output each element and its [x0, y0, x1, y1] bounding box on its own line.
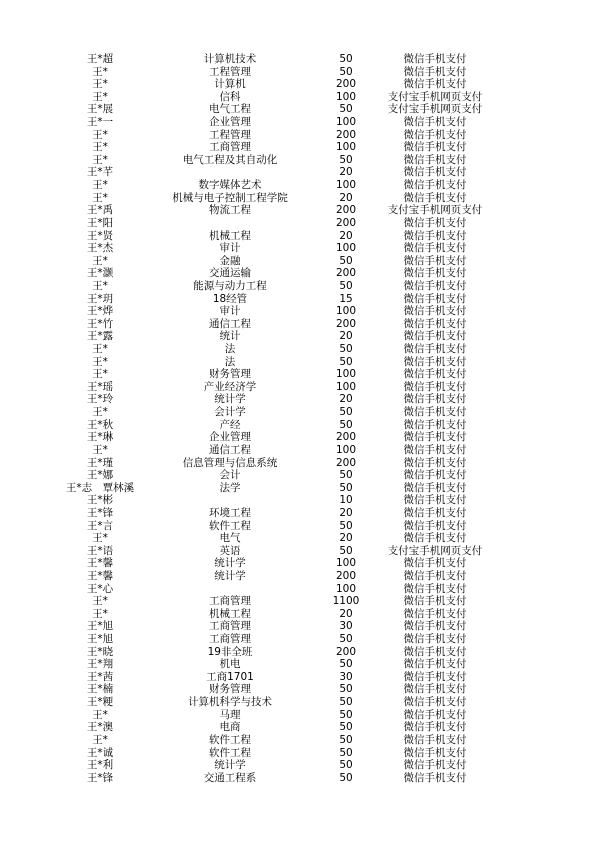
amount-cell: 200: [335, 317, 357, 330]
donor-name-cell: 王*: [92, 279, 108, 292]
table-row: [0, 683, 600, 696]
amount-cell: 50: [339, 708, 353, 721]
amount-cell: 50: [339, 355, 353, 368]
payment-method-cell: 支付宝手机网页支付: [387, 204, 483, 217]
payment-method-cell: 微信手机支付: [403, 733, 467, 746]
major-cell: 电商: [219, 721, 241, 734]
major-cell: 财务管理: [209, 683, 251, 696]
major-cell: 工商管理: [209, 633, 251, 646]
major-cell: 会计学: [214, 406, 246, 419]
payment-method-cell: 微信手机支付: [403, 116, 467, 129]
table-row: [0, 356, 600, 369]
payment-method-cell: 微信手机支付: [403, 481, 467, 494]
donor-name-cell: 王*: [92, 343, 108, 356]
donor-name-cell: 王*翔: [86, 658, 114, 671]
major-cell: 信科: [219, 90, 241, 103]
major-cell: 工程管理: [209, 65, 251, 78]
donor-name-cell: 王*阳: [86, 216, 114, 229]
table-row: [0, 66, 600, 79]
payment-method-cell: 微信手机支付: [403, 557, 467, 570]
payment-method-cell: 微信手机支付: [403, 683, 467, 696]
donor-name-cell: 王*语: [86, 544, 114, 557]
major-cell: 法: [224, 355, 236, 368]
donor-name-cell: 王*志 覃林溪: [65, 481, 135, 494]
payment-method-cell: 微信手机支付: [403, 380, 467, 393]
table-row: [0, 772, 600, 785]
donor-name-cell: 王*旭: [86, 633, 114, 646]
major-cell: 机械工程: [209, 607, 251, 620]
donor-name-cell: 王*灏: [86, 267, 114, 280]
amount-cell: 50: [339, 683, 353, 696]
amount-cell: 50: [339, 406, 353, 419]
table-row: [0, 154, 600, 167]
table-row: [0, 747, 600, 760]
amount-cell: 50: [339, 658, 353, 671]
payment-method-cell: 微信手机支付: [403, 78, 467, 91]
table-row: [0, 242, 600, 255]
table-row: [0, 116, 600, 129]
major-cell: 数字媒体艺术: [198, 179, 262, 192]
amount-cell: 20: [339, 229, 353, 242]
payment-method-cell: 微信手机支付: [403, 569, 467, 582]
major-cell: 马理: [219, 708, 241, 721]
payment-method-cell: 微信手机支付: [403, 267, 467, 280]
donor-name-cell: 王*: [92, 532, 108, 545]
amount-cell: 50: [339, 481, 353, 494]
table-row: [0, 709, 600, 722]
major-cell: 交通工程系: [203, 771, 257, 784]
table-row: [0, 267, 600, 280]
table-row: [0, 255, 600, 268]
payment-method-cell: 微信手机支付: [403, 406, 467, 419]
table-row: [0, 406, 600, 419]
donor-name-cell: 王*旭: [86, 620, 114, 633]
amount-cell: 15: [339, 292, 353, 305]
payment-method-cell: 微信手机支付: [403, 242, 467, 255]
amount-cell: 200: [335, 128, 357, 141]
table-row: [0, 431, 600, 444]
major-cell: 工商管理: [209, 620, 251, 633]
payment-method-cell: 微信手机支付: [403, 519, 467, 532]
donor-name-cell: 王*玥: [86, 292, 114, 305]
donation-table: [0, 53, 600, 784]
amount-cell: 100: [335, 443, 357, 456]
table-row: [0, 457, 600, 470]
amount-cell: 50: [339, 633, 353, 646]
payment-method-cell: 微信手机支付: [403, 443, 467, 456]
donor-name-cell: 王*: [92, 90, 108, 103]
major-cell: 财务管理: [209, 368, 251, 381]
donor-name-cell: 王*芊: [86, 166, 114, 179]
amount-cell: 200: [335, 78, 357, 91]
major-cell: 统计学: [214, 759, 246, 772]
table-row: [0, 368, 600, 381]
payment-method-cell: 微信手机支付: [403, 166, 467, 179]
amount-cell: 50: [339, 721, 353, 734]
major-cell: 英语: [219, 544, 241, 557]
table-row: [0, 305, 600, 318]
donor-name-cell: 王*: [92, 128, 108, 141]
payment-method-cell: 微信手机支付: [403, 595, 467, 608]
amount-cell: 20: [339, 166, 353, 179]
table-row: [0, 166, 600, 179]
donor-name-cell: 王*露: [86, 330, 114, 343]
amount-cell: 100: [335, 242, 357, 255]
major-cell: 环境工程: [209, 506, 251, 519]
payment-method-cell: 微信手机支付: [403, 456, 467, 469]
table-row: [0, 671, 600, 684]
payment-method-cell: 微信手机支付: [403, 179, 467, 192]
donor-name-cell: 王*锋: [86, 506, 114, 519]
payment-method-cell: 微信手机支付: [403, 229, 467, 242]
payment-method-cell: 微信手机支付: [403, 305, 467, 318]
major-cell: 通信工程: [209, 443, 251, 456]
payment-method-cell: 支付宝手机网页支付: [387, 103, 483, 116]
donor-name-cell: 王*玲: [86, 393, 114, 406]
donor-name-cell: 王*: [92, 443, 108, 456]
payment-method-cell: 微信手机支付: [403, 330, 467, 343]
amount-cell: 100: [335, 179, 357, 192]
major-cell: 工程管理: [209, 128, 251, 141]
amount-cell: 50: [339, 544, 353, 557]
amount-cell: 50: [339, 696, 353, 709]
donor-name-cell: 王*: [92, 78, 108, 91]
table-row: [0, 570, 600, 583]
table-row: [0, 721, 600, 734]
table-row: [0, 734, 600, 747]
table-row: [0, 494, 600, 507]
amount-cell: 200: [335, 569, 357, 582]
payment-method-cell: 支付宝手机网页支付: [387, 544, 483, 557]
major-cell: 产业经济学: [203, 380, 257, 393]
table-row: [0, 595, 600, 608]
table-row: [0, 141, 600, 154]
payment-method-cell: 微信手机支付: [403, 254, 467, 267]
payment-method-cell: 微信手机支付: [403, 216, 467, 229]
donor-name-cell: 王*锋: [86, 771, 114, 784]
amount-cell: 100: [335, 557, 357, 570]
donor-name-cell: 王*秋: [86, 418, 114, 431]
donor-name-cell: 王*瑾: [86, 456, 114, 469]
payment-method-cell: 微信手机支付: [403, 53, 467, 65]
amount-cell: 20: [339, 532, 353, 545]
major-cell: 物流工程: [209, 204, 251, 217]
major-cell: 软件工程: [209, 733, 251, 746]
table-row: [0, 419, 600, 432]
amount-cell: 200: [335, 267, 357, 280]
donor-name-cell: 王*诚: [86, 746, 114, 759]
table-row: [0, 532, 600, 545]
amount-cell: 1100: [332, 595, 360, 608]
donor-name-cell: 王*澳: [86, 721, 114, 734]
payment-method-cell: 微信手机支付: [403, 759, 467, 772]
table-row: [0, 557, 600, 570]
table-row: [0, 658, 600, 671]
table-row: [0, 78, 600, 91]
payment-method-cell: 微信手机支付: [403, 355, 467, 368]
amount-cell: 20: [339, 607, 353, 620]
amount-cell: 50: [339, 519, 353, 532]
amount-cell: 100: [335, 90, 357, 103]
payment-method-cell: 微信手机支付: [403, 418, 467, 431]
table-row: [0, 646, 600, 659]
table-row: [0, 583, 600, 596]
donor-name-cell: 王*展: [86, 103, 114, 116]
amount-cell: 20: [339, 393, 353, 406]
amount-cell: 50: [339, 254, 353, 267]
payment-method-cell: 微信手机支付: [403, 469, 467, 482]
table-row: [0, 330, 600, 343]
table-row: [0, 318, 600, 331]
donor-name-cell: 王*: [92, 191, 108, 204]
major-cell: 审计: [219, 305, 241, 318]
amount-cell: 200: [335, 431, 357, 444]
table-row: [0, 280, 600, 293]
payment-method-cell: 微信手机支付: [403, 343, 467, 356]
payment-method-cell: 微信手机支付: [403, 771, 467, 784]
table-row: [0, 91, 600, 104]
donor-name-cell: 王*言: [86, 519, 114, 532]
major-cell: 企业管理: [209, 431, 251, 444]
table-row: [0, 520, 600, 533]
amount-cell: 50: [339, 733, 353, 746]
table-row: [0, 103, 600, 116]
major-cell: 计算机科学与技术: [188, 696, 272, 709]
payment-method-cell: 微信手机支付: [403, 708, 467, 721]
donor-name-cell: 王*: [92, 153, 108, 166]
payment-method-cell: 微信手机支付: [403, 582, 467, 595]
donor-name-cell: 王*超: [86, 53, 114, 65]
donor-name-cell: 王*: [92, 355, 108, 368]
amount-cell: 20: [339, 330, 353, 343]
table-row: [0, 230, 600, 243]
payment-method-cell: 微信手机支付: [403, 607, 467, 620]
amount-cell: 50: [339, 746, 353, 759]
table-row: [0, 444, 600, 457]
payment-method-cell: 微信手机支付: [403, 153, 467, 166]
donor-name-cell: 王*: [92, 368, 108, 381]
amount-cell: 10: [339, 494, 353, 507]
table-row: [0, 217, 600, 230]
donor-name-cell: 王*竹: [86, 317, 114, 330]
table-row: [0, 620, 600, 633]
donor-name-cell: 王*: [92, 708, 108, 721]
amount-cell: 20: [339, 506, 353, 519]
donor-name-cell: 王*: [92, 179, 108, 192]
donor-name-cell: 王*: [92, 733, 108, 746]
payment-method-cell: 微信手机支付: [403, 431, 467, 444]
donor-name-cell: 王*瑶: [86, 380, 114, 393]
major-cell: 法: [224, 343, 236, 356]
table-row: [0, 293, 600, 306]
table-row: [0, 179, 600, 192]
donor-name-cell: 王*杰: [86, 242, 114, 255]
donor-name-cell: 王*: [92, 141, 108, 154]
payment-method-cell: 微信手机支付: [403, 696, 467, 709]
payment-method-cell: 微信手机支付: [403, 506, 467, 519]
major-cell: 电气工程: [209, 103, 251, 116]
major-cell: 金融: [219, 254, 241, 267]
payment-method-cell: 微信手机支付: [403, 746, 467, 759]
payment-method-cell: 微信手机支付: [403, 65, 467, 78]
table-row: [0, 482, 600, 495]
table-row: [0, 204, 600, 217]
table-row: [0, 696, 600, 709]
payment-method-cell: 微信手机支付: [403, 279, 467, 292]
payment-method-cell: 微信手机支付: [403, 620, 467, 633]
table-row: [0, 381, 600, 394]
donor-name-cell: 王*晓: [86, 645, 114, 658]
major-cell: 工商管理: [209, 595, 251, 608]
amount-cell: 50: [339, 53, 353, 65]
payment-method-cell: 微信手机支付: [403, 368, 467, 381]
amount-cell: 20: [339, 191, 353, 204]
amount-cell: 50: [339, 153, 353, 166]
major-cell: 能源与动力工程: [193, 279, 267, 292]
table-row: [0, 507, 600, 520]
donor-name-cell: 王*娜: [86, 469, 114, 482]
major-cell: 机械工程: [209, 229, 251, 242]
major-cell: 18经管: [212, 292, 248, 305]
table-row: [0, 759, 600, 772]
payment-method-cell: 微信手机支付: [403, 645, 467, 658]
amount-cell: 30: [339, 670, 353, 683]
payment-method-cell: 微信手机支付: [403, 658, 467, 671]
table-row: [0, 608, 600, 621]
donor-name-cell: 王*禹: [86, 204, 114, 217]
major-cell: 工商管理: [209, 141, 251, 154]
major-cell: 软件工程: [209, 519, 251, 532]
amount-cell: 50: [339, 469, 353, 482]
amount-cell: 100: [335, 141, 357, 154]
donor-name-cell: 王*: [92, 254, 108, 267]
major-cell: 审计: [219, 242, 241, 255]
payment-method-cell: 微信手机支付: [403, 494, 467, 507]
amount-cell: 50: [339, 103, 353, 116]
major-cell: 软件工程: [209, 746, 251, 759]
donor-name-cell: 王*馨: [86, 569, 114, 582]
major-cell: 电气: [219, 532, 241, 545]
table-row: [0, 343, 600, 356]
donor-name-cell: 王*彬: [86, 494, 114, 507]
donor-name-cell: 王*: [92, 406, 108, 419]
major-cell: 产经: [219, 418, 241, 431]
amount-cell: 50: [339, 771, 353, 784]
donor-name-cell: 王*馨: [86, 557, 114, 570]
table-row: [0, 545, 600, 558]
major-cell: 统计学: [214, 393, 246, 406]
payment-method-cell: 微信手机支付: [403, 128, 467, 141]
payment-method-cell: 微信手机支付: [403, 670, 467, 683]
donor-name-cell: 王*贤: [86, 229, 114, 242]
payment-method-cell: 微信手机支付: [403, 633, 467, 646]
donor-name-cell: 王*粳: [86, 696, 114, 709]
amount-cell: 50: [339, 418, 353, 431]
major-cell: 19非全班: [207, 645, 253, 658]
amount-cell: 200: [335, 456, 357, 469]
amount-cell: 100: [335, 380, 357, 393]
payment-method-cell: 微信手机支付: [403, 292, 467, 305]
payment-method-cell: 微信手机支付: [403, 721, 467, 734]
donor-name-cell: 王*茜: [86, 670, 114, 683]
table-row: [0, 393, 600, 406]
table-row: [0, 633, 600, 646]
donor-name-cell: 王*楠: [86, 683, 114, 696]
amount-cell: 100: [335, 116, 357, 129]
amount-cell: 100: [335, 305, 357, 318]
major-cell: 机电: [219, 658, 241, 671]
amount-cell: 100: [335, 582, 357, 595]
payment-method-cell: 微信手机支付: [403, 532, 467, 545]
payment-method-cell: 支付宝手机网页支付: [387, 90, 483, 103]
donor-name-cell: 王*一: [86, 116, 114, 129]
major-cell: 会计: [219, 469, 241, 482]
payment-method-cell: 微信手机支付: [403, 141, 467, 154]
donor-name-cell: 王*琳: [86, 431, 114, 444]
donor-name-cell: 王*烨: [86, 305, 114, 318]
table-row: [0, 129, 600, 142]
major-cell: 企业管理: [209, 116, 251, 129]
amount-cell: 30: [339, 620, 353, 633]
major-cell: 机械与电子控制工程学院: [172, 191, 288, 204]
major-cell: 电气工程及其自动化: [182, 153, 278, 166]
payment-method-cell: 微信手机支付: [403, 393, 467, 406]
major-cell: 统计学: [214, 569, 246, 582]
table-row: [0, 469, 600, 482]
major-cell: 统计: [219, 330, 241, 343]
major-cell: 工商1701: [206, 670, 254, 683]
amount-cell: 50: [339, 279, 353, 292]
amount-cell: 100: [335, 368, 357, 381]
amount-cell: 50: [339, 65, 353, 78]
donor-name-cell: 王*: [92, 607, 108, 620]
donor-name-cell: 王*: [92, 65, 108, 78]
amount-cell: 50: [339, 343, 353, 356]
major-cell: 信息管理与信息系统: [182, 456, 278, 469]
amount-cell: 200: [335, 645, 357, 658]
donor-name-cell: 王*: [92, 595, 108, 608]
payment-method-cell: 微信手机支付: [403, 191, 467, 204]
table-row: [0, 53, 600, 66]
payment-method-cell: 微信手机支付: [403, 317, 467, 330]
major-cell: 通信工程: [209, 317, 251, 330]
major-cell: 统计学: [214, 557, 246, 570]
major-cell: 计算机技术: [203, 53, 257, 65]
amount-cell: 200: [335, 204, 357, 217]
major-cell: 法学: [219, 481, 241, 494]
donor-name-cell: 王*利: [86, 759, 114, 772]
amount-cell: 200: [335, 216, 357, 229]
amount-cell: 50: [339, 759, 353, 772]
major-cell: 交通运输: [209, 267, 251, 280]
donor-name-cell: 王*心: [86, 582, 114, 595]
table-row: [0, 192, 600, 205]
major-cell: 计算机: [214, 78, 246, 91]
